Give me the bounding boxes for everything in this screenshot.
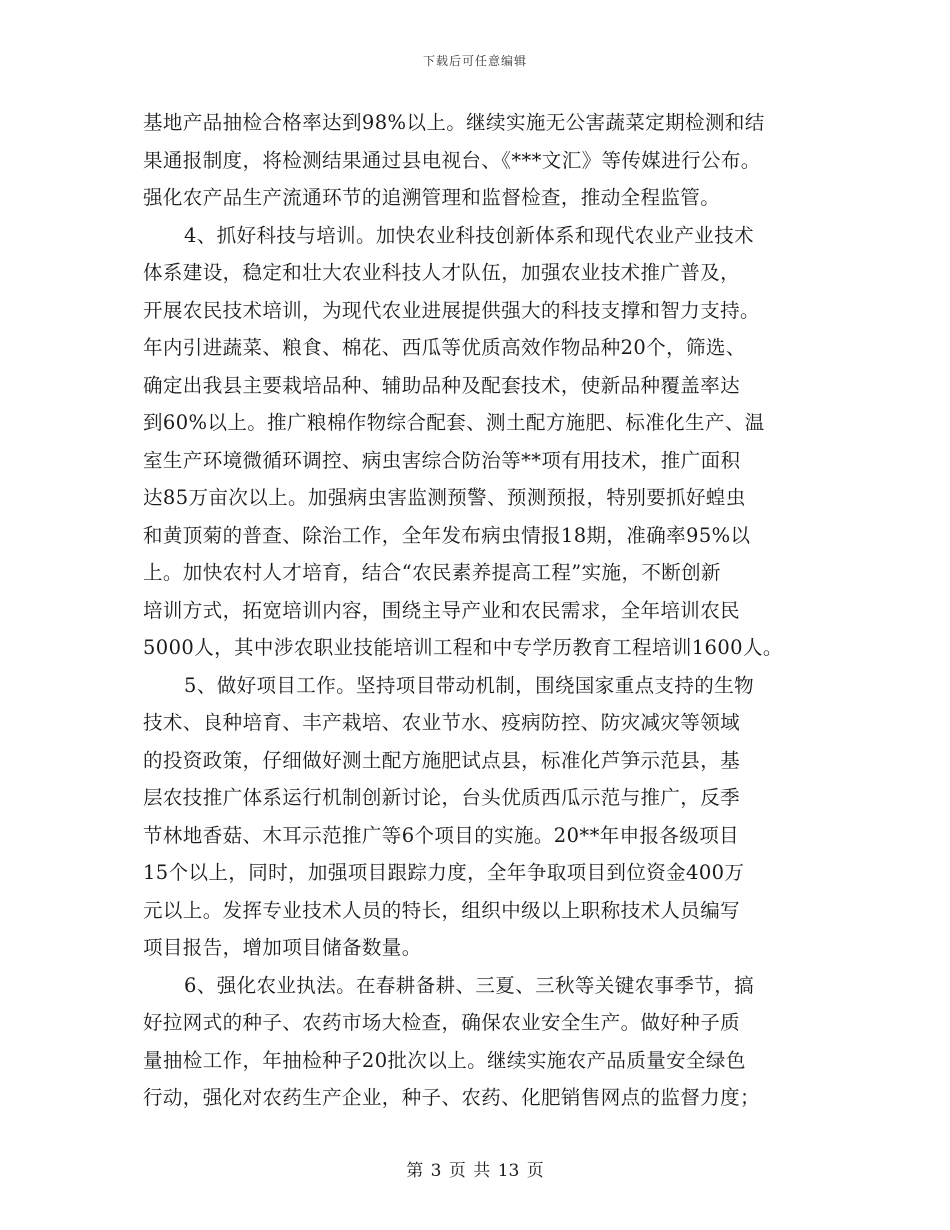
text-line: 层农技推广体系运行机制创新讨论，台头优质西瓜示范与推广，反季 <box>143 786 741 809</box>
text-line: 强化农产品生产流通环节的追溯管理和监督检查，推动全程监管。 <box>143 186 721 209</box>
text-line: 6、强化农业执法。在春耕备耕、三夏、三秋等关键农事季节，搞 <box>184 973 755 997</box>
text-line: 5000人，其中涉农职业技能培训工程和中专学历教育工程培训1600人。 <box>143 636 783 659</box>
text-line: 4、抓好科技与培训。加快农业科技创新体系和现代农业产业技术 <box>184 223 755 247</box>
text-line: 的投资政策，仔细做好测土配方施肥试点县，标准化芦笋示范县，基 <box>143 748 741 772</box>
text-line: 基地产品抽检合格率达到98%以上。继续实施无公害蔬菜定期检测和结 <box>143 111 765 134</box>
text-line: 达85万亩次以上。加强病虫害监测预警、预测预报，特别要抓好蝗虫 <box>143 486 746 509</box>
text-line: 技术、良种培育、丰产栽培、农业节水、疫病防控、防灾减灾等领域 <box>143 711 741 734</box>
document-body <box>143 104 823 1117</box>
text-line: 上。加快农村人才培育，结合“农民素养提高工程”实施，不断创新 <box>143 561 721 584</box>
text-line: 节林地香菇、木耳示范推广等6个项目的实施。20**年申报各级项目 <box>143 823 740 847</box>
text-line: 和黄顶菊的普查、除治工作，全年发布病虫情报18期，准确率95%以 <box>143 523 751 547</box>
page-header: 下载后可任意编辑 <box>422 54 527 68</box>
text-line: 培训方式，拓宽培训内容，围绕主导产业和农民需求，全年培训农民 <box>143 598 741 622</box>
text-line: 年内引进蔬菜、粮食、棉花、西瓜等优质高效作物品种20个，筛选、 <box>143 336 746 359</box>
text-line: 15个以上，同时，加强项目跟踪力度，全年争取项目到位资金400万 <box>143 861 745 884</box>
text-line: 行动，强化对农药生产企业，种子、农药、化肥销售网点的监督力度； <box>143 1086 760 1109</box>
text-line: 室生产环境微循环调控、病虫害综合防治等**项有用技术，推广面积 <box>143 448 741 472</box>
text-line: 果通报制度，将检测结果通过县电视台、《***文汇》等传媒进行公布。 <box>143 148 761 172</box>
text-line: 项目报告，增加项目储备数量。 <box>143 936 422 959</box>
text-line: 好拉网式的种子、农药市场大检查，确保农业安全生产。做好种子质 <box>143 1011 741 1034</box>
text-line: 元以上。发挥专业技术人员的特长，组织中级以上职称技术人员编写 <box>143 898 741 922</box>
text-line: 体系建设，稳定和壮大农业科技人才队伍，加强农业技术推广普及， <box>143 261 741 284</box>
text-line: 量抽检工作，年抽检种子20批次以上。继续实施农产品质量安全绿色 <box>143 1048 746 1072</box>
page-footer: 第 3 页 共 13 页 <box>406 1161 544 1181</box>
text-line: 到60%以上。推广粮棉作物综合配套、测土配方施肥、标准化生产、温 <box>143 411 765 434</box>
text-line: 确定出我县主要栽培品种、辅助品种及配套技术，使新品种覆盖率达 <box>143 373 741 397</box>
text-line: 5、做好项目工作。坚持项目带动机制，围绕国家重点支持的生物 <box>184 673 755 697</box>
text-line: 开展农民技术培训，为现代农业进展提供强大的科技支撑和智力支持。 <box>143 298 760 322</box>
